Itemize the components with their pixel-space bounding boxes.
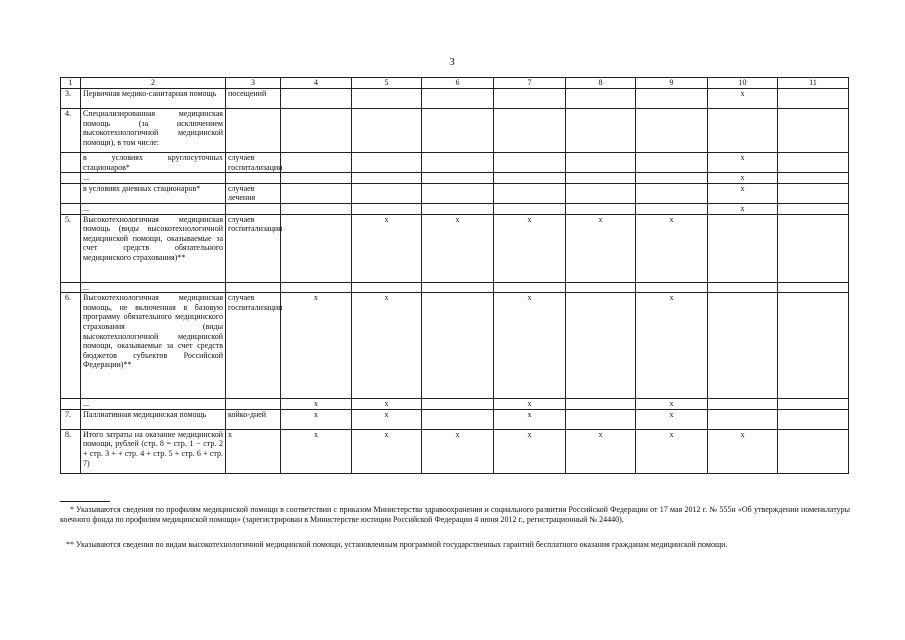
mark-cell [778,293,849,399]
row-number [61,399,81,410]
row-number [61,153,81,173]
unit-cell [226,203,281,214]
row-description: Паллиативная медицинская помощь [81,409,226,429]
mark-cell [566,153,636,173]
row-description: ... [81,399,226,410]
mark-cell [778,89,849,109]
footnote-text: Указываются сведения по профилям медицинской помощи в соответствии с приказом Министерства здравоохранения и социального развития Российской Федерации от 17 мая 2012 г. № 555н «Об утверждении номенклатуры коечного фонда по профилям медицинской помощи» (зарегистрирован в Министерстве юстиции Российской Федерации 4 июня 2012 г., регистрационный № 24440). [60,505,850,525]
mark-cell [352,282,422,293]
mark-cell: х [281,293,352,399]
unit-cell [226,282,281,293]
mark-cell: х [494,429,566,473]
mark-cell: х [494,399,566,410]
mark-cell [778,173,849,184]
mark-cell: х [494,409,566,429]
mark-cell [636,89,708,109]
table-subrow [61,282,849,293]
mark-cell [352,89,422,109]
mark-cell: х [566,429,636,473]
mark-cell [422,293,494,399]
row-description: Высокотехнологичная медицинская помощь (виды высокотехнологичной медицинской помощи, оказываемые за счет средств обязательного медицинского страхования)** [81,214,226,282]
mark-cell [352,183,422,203]
mark-cell: х [708,429,778,473]
mark-cell [494,153,566,173]
mark-cell [422,153,494,173]
table-subrow [61,399,849,410]
mark-cell: х [636,409,708,429]
footnote-1 [60,505,850,525]
footnote-mark: * [70,505,74,514]
mark-cell [494,89,566,109]
unit-cell: случаев госпитализации [226,153,281,173]
mark-cell [494,282,566,293]
mark-cell [352,203,422,214]
table-subrow [61,203,849,214]
row-description: в условиях круглосуточных стационаров* [81,153,226,173]
mark-cell [422,203,494,214]
mark-cell [494,109,566,153]
unit-cell [226,109,281,153]
row-number [61,183,81,203]
mark-cell [636,183,708,203]
mark-cell: х [352,409,422,429]
mark-cell: х [708,89,778,109]
table-subrow [61,183,849,203]
mark-cell [281,109,352,153]
mark-cell: х [494,293,566,399]
table-row [61,214,849,282]
row-number: 3. [61,89,81,109]
mark-cell [566,109,636,153]
mark-cell [778,399,849,410]
unit-cell [226,399,281,410]
mark-cell [778,429,849,473]
mark-cell [494,203,566,214]
column-number: 3 [226,78,281,89]
mark-cell [281,89,352,109]
row-description: ... [81,203,226,214]
mark-cell [281,282,352,293]
mark-cell: х [422,429,494,473]
table-row [61,293,849,399]
column-number: 2 [81,78,226,89]
table-row [61,429,849,473]
mark-cell [778,214,849,282]
unit-cell: посещений [226,89,281,109]
mark-cell: х [352,399,422,410]
mark-cell [352,153,422,173]
mark-cell: х [708,153,778,173]
mark-cell [422,399,494,410]
mark-cell [636,203,708,214]
mark-cell [422,183,494,203]
mark-cell [778,282,849,293]
mark-cell [566,173,636,184]
mark-cell [494,183,566,203]
cost-table [60,77,849,474]
mark-cell [352,109,422,153]
unit-cell: случаев госпитализации [226,293,281,399]
mark-cell: х [566,214,636,282]
mark-cell [352,173,422,184]
table-row [61,89,849,109]
mark-cell [281,173,352,184]
column-number: 9 [636,78,708,89]
column-number: 10 [708,78,778,89]
row-number: 5. [61,214,81,282]
mark-cell: х [281,399,352,410]
footnote-separator [60,501,110,502]
mark-cell [636,109,708,153]
page-number: 3 [449,56,455,68]
mark-cell: х [708,173,778,184]
mark-cell [708,293,778,399]
mark-cell [778,409,849,429]
mark-cell: х [636,399,708,410]
unit-cell: случаев лечения [226,183,281,203]
footnote-mark: ** [66,540,74,549]
column-number: 8 [566,78,636,89]
mark-cell [566,293,636,399]
unit-cell [226,173,281,184]
mark-cell: х [636,293,708,399]
mark-cell [636,173,708,184]
mark-cell [778,109,849,153]
footnote-text: Указываются сведения по видам высокотехнологичной медицинской помощи, установленным программой государственных гарантий бесплатного оказания гражданам медицинской помощи. [76,540,728,549]
row-description: ... [81,282,226,293]
mark-cell: х [281,409,352,429]
row-description: Специализированная медицинская помощь (за исключением высокотехнологичной медицинской помощи), в том числе: [81,109,226,153]
mark-cell: х [352,293,422,399]
table-row [61,109,849,153]
row-description: Итого затраты на оказание медицинской помощи, рублей (стр. 8 = стр. 1 − стр. 2 + стр. 3 + + стр. 4 + стр. 5 + стр. 6 + стр. 7) [81,429,226,473]
row-number [61,173,81,184]
mark-cell: х [281,429,352,473]
mark-cell [566,203,636,214]
column-number-row [61,78,849,89]
mark-cell [778,203,849,214]
mark-cell [281,153,352,173]
mark-cell: х [708,203,778,214]
mark-cell [566,409,636,429]
row-number [61,203,81,214]
footnote-2 [60,540,850,550]
mark-cell [566,183,636,203]
row-description: Высокотехнологичная медицинская помощь, не включенная в базовую программу обязательного медицинского страхования (виды высокотехнологичной медицинской помощи, оказываемые за счет средств бюджетов субъектов Российской Федерации)** [81,293,226,399]
mark-cell: х [352,214,422,282]
mark-cell [422,282,494,293]
mark-cell: х [708,183,778,203]
row-number: 4. [61,109,81,153]
mark-cell [708,399,778,410]
column-number: 7 [494,78,566,89]
mark-cell [422,173,494,184]
unit-cell: х [226,429,281,473]
mark-cell [636,153,708,173]
mark-cell: х [422,214,494,282]
mark-cell [281,214,352,282]
mark-cell [422,409,494,429]
mark-cell [708,214,778,282]
mark-cell [778,183,849,203]
mark-cell [281,183,352,203]
mark-cell [708,282,778,293]
mark-cell [708,409,778,429]
column-number: 5 [352,78,422,89]
mark-cell [494,173,566,184]
column-number: 4 [281,78,352,89]
row-number [61,282,81,293]
mark-cell [708,109,778,153]
mark-cell: х [352,429,422,473]
mark-cell [281,203,352,214]
unit-cell: случаев госпитализации [226,214,281,282]
mark-cell [566,89,636,109]
row-number: 6. [61,293,81,399]
row-description: Первичная медико-санитарная помощь [81,89,226,109]
mark-cell: х [494,214,566,282]
mark-cell [778,153,849,173]
mark-cell [422,89,494,109]
mark-cell [422,109,494,153]
mark-cell [636,282,708,293]
table-subrow [61,173,849,184]
row-number: 8. [61,429,81,473]
mark-cell [566,399,636,410]
row-description: ... [81,173,226,184]
row-number: 7. [61,409,81,429]
column-number: 6 [422,78,494,89]
column-number: 1 [61,78,81,89]
column-number: 11 [778,78,849,89]
row-description: в условиях дневных стационаров* [81,183,226,203]
mark-cell [566,282,636,293]
mark-cell: х [636,214,708,282]
table-subrow [61,153,849,173]
table-row [61,409,849,429]
unit-cell: койко-дней [226,409,281,429]
mark-cell: х [636,429,708,473]
